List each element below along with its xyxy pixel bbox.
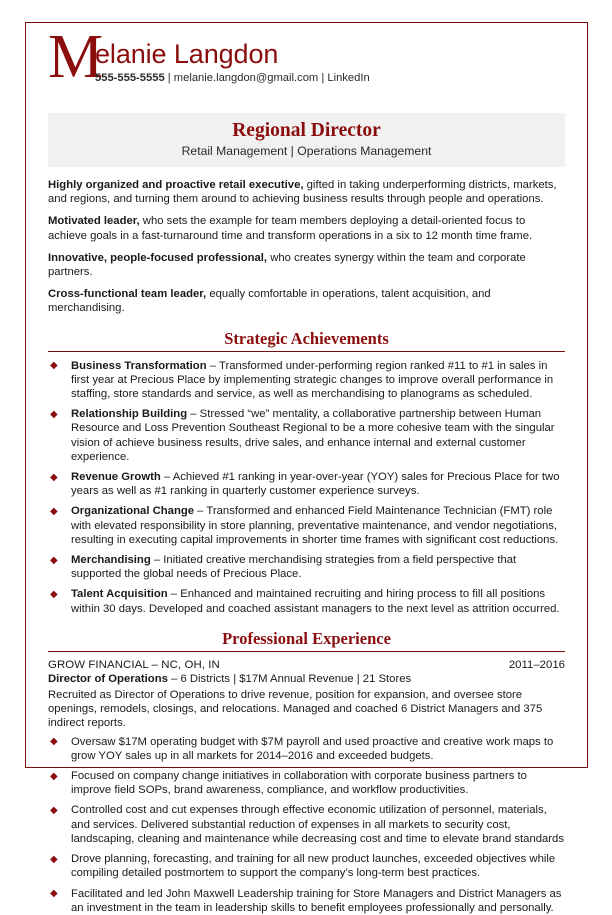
summary-lead: Motivated leader, [48,215,140,228]
diamond-bullet-icon: ◆ [50,888,58,899]
list-item [48,735,565,763]
section-title: Professional Experience [222,628,391,648]
list-item [48,504,565,547]
experience-bullet-text: Oversaw $17M operating budget with $7M payroll and used proactive and creative work maps to grow YOY sales up in all markets for 2014–2016 and exceeded budgets. [71,735,554,762]
experience-entry [48,658,565,915]
section-header-strategic-achievements [48,329,565,349]
achievement-text: – Transformed and enhanced Field Maintenance Technician (FMT) role with elevated responsibility in store planning, preventative maintenance, and vendor negotiations, resulting in executing capital improvements in shorter time frames with significant cost reductions. [71,505,559,546]
employment-dates: 2011–2016 [508,658,565,671]
list-item [48,553,565,581]
summary-rest: gifted in taking underperforming districts, markets, and regions, and turning them around to achieving business results through people and operations. [48,179,557,206]
list-item [48,803,565,846]
diamond-bullet-icon: ◆ [50,471,58,483]
achievement-lead: Business Transformation [71,359,207,372]
diamond-bullet-icon: ◆ [50,770,58,782]
diamond-bullet-icon: ◆ [50,360,58,372]
diamond-bullet-icon: ◆ [50,554,58,566]
section-title: Strategic Achievements [224,328,389,348]
summary-rest: who creates synergy within the team and corporate partners. [48,251,526,279]
achievement-text: – Initiated creative merchandising strategies from a field perspective that supported the global needs of Precious Place. [71,554,517,581]
list-item [48,852,565,880]
role-title: Director of Operations [48,673,168,686]
experience-role-line [48,672,565,687]
summary-paragraph [48,251,565,279]
experience-bullet-text: Drove planning, forecasting, and training for all new product launches, exceeded objectives while compiling detailed postmortem to support the company’s long-term best practices. [71,853,556,880]
summary-lead: Cross-functional team leader, [48,288,207,301]
list-item [48,587,565,615]
list-item [48,470,565,498]
resume-header [48,23,565,110]
achievement-text: – Enhanced and maintained recruiting and hiring process to fill all positions within 30 days. Developed and coached assistant managers to the next level as attrition occurred. [71,588,560,615]
achievement-lead: Organizational Change [71,505,195,518]
achievement-lead: Merchandising [71,554,151,567]
achievement-text: – Transformed under-performing region ranked #11 to #1 in sales in first year at Precious Place by implementing strategic changes to improve overall performance in staffing, store standards and service, as well as merchandising to planograms as scheduled. [71,359,554,401]
experience-bullet-text: Controlled cost and cut expenses through effective economic utilization of personnel, materials, and services. Delivered substantial reduction of expenses in all markets to security cost, landscaping, cleaning and maintenance while decreasing cost and time to elevate brand standards [71,804,564,845]
section-divider [48,351,565,352]
summary-paragraph [48,178,565,206]
achievement-lead: Relationship Building [71,408,188,421]
summary-rest: equally comfortable in operations, talent acquisition, and merchandising. [48,288,491,315]
list-item [48,359,565,402]
resume-content [48,23,565,915]
list-item [48,769,565,797]
company-name: GROW FINANCIAL – NC, OH, IN [48,658,220,671]
achievement-text: – Stressed “we” mentality, a collaborative partnership between Human Resource and Loss Prevention Southeast Regional to be a more cohesive team with the singular vision of achieve business results, drive sales, and enhance internal and external customer experience. [71,408,555,463]
role-detail: – 6 Districts | $17M Annual Revenue | 21 Stores [167,673,412,686]
list-item [48,887,565,915]
target-job-title: Regional Director [232,120,381,141]
diamond-bullet-icon: ◆ [50,736,58,748]
diamond-bullet-icon: ◆ [50,853,58,865]
contact-linkedin-link[interactable]: LinkedIn [327,72,370,84]
experience-bullet-text: Facilitated and led John Maxwell Leadership training for Store Managers and District Managers as an investment in the team in leadership skills to benefit employees professionally and personally. [71,887,562,914]
section-divider [48,651,565,652]
summary-paragraph [48,214,565,242]
experience-description: Recruited as Director of Operations to drive revenue, position for expansion, and oversee store openings, remodels, closings, and relocations. Managed and coached 6 District Managers and 375 indirect reports. [48,689,543,730]
diamond-bullet-icon: ◆ [50,408,58,420]
achievement-text: – Achieved #1 ranking in year-over-year (YOY) sales for Precious Place for two years as well as #1 ranking in quarterly customer experience surveys. [71,471,560,498]
diamond-bullet-icon: ◆ [50,505,58,517]
section-header-professional-experience [48,629,565,649]
summary-section [48,178,565,316]
list-item [48,407,565,464]
title-banner [48,113,565,167]
diamond-bullet-icon: ◆ [50,804,58,816]
diamond-bullet-icon: ◆ [50,588,58,600]
summary-paragraph [48,287,565,315]
candidate-name: elanie Langdon [95,39,279,69]
name-block [95,39,370,85]
contact-line [95,71,370,85]
contact-separator-1: | [164,72,174,84]
summary-rest: who sets the example for team members deploying a detail-oriented focus to achieve goals in a fast-turnaround time and transform operations in a six to 12 month time frame. [48,215,533,242]
experience-company-line [48,658,565,673]
summary-lead: Innovative, people-focused professional, [48,251,268,264]
target-job-subtitle: Retail Management | Operations Management [181,144,432,158]
experience-bullet-text: Focused on company change initiatives in collaboration with corporate business partners to improve field SOPs, brand awareness, compliance, and workflow productivities. [71,770,527,797]
name-dropcap: M [48,23,104,91]
experience-bullet-list [48,735,565,915]
contact-phone: 555-555-5555 [95,72,165,84]
contact-email[interactable]: melanie.langdon@gmail.com [173,72,319,84]
strategic-achievements-list [48,359,565,616]
achievement-lead: Talent Acquisition [71,588,168,601]
achievement-lead: Revenue Growth [71,471,161,484]
summary-lead: Highly organized and proactive retail executive, [48,179,304,191]
contact-separator-2: | [318,72,328,84]
